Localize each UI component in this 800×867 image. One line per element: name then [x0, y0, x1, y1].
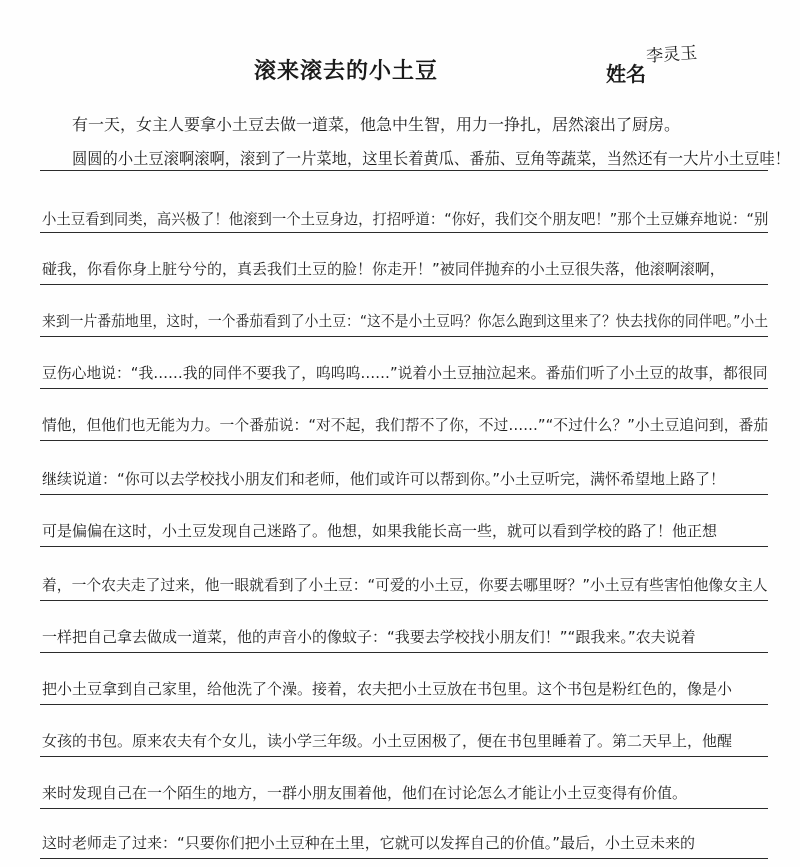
ruled-line [40, 704, 768, 705]
student-name-handwritten: 李灵玉 [645, 43, 698, 67]
ruled-line [40, 388, 768, 389]
essay-title: 滚来滚去的小土豆 [254, 58, 439, 84]
handwritten-line-1: 小土豆看到同类，高兴极了！他滚到一个土豆身边，打招呼道：“你好，我们交个朋友吧！”那个土豆嫌弃地说：“别 [42, 210, 769, 228]
handwritten-line-13: 这时老师走了过来：“只要你们把小土豆种在土里，它就可以发挥自己的价值。”最后，小土豆未来的 [42, 834, 696, 852]
ruled-line [40, 440, 768, 441]
ruled-line [40, 284, 768, 285]
handwritten-line-3: 来到一片番茄地里，这时，一个番茄看到了小土豆：“这不是小土豆吗？你怎么跑到这里来了？快去找你的同伴吧。”小土 [42, 312, 769, 330]
handwritten-line-9: 一样把自己拿去做成一道菜，他的声音小的像蚊子：“我要去学校找小朋友们！”“跟我来。”农夫说着 [42, 628, 696, 646]
handwritten-line-7: 可是偏偏在这时，小土豆发现自己迷路了。他想，如果我能长高一些，就可以看到学校的路了！他正想 [42, 522, 718, 540]
printed-line-1: 有一天，女主人要拿小土豆去做一道菜，他急中生智，用力一挣扎，居然滚出了厨房。 [72, 115, 681, 134]
ruled-line [40, 494, 768, 495]
handwritten-line-8: 着，一个农夫走了过来，他一眼就看到了小土豆：“可爱的小土豆，你要去哪里呀？”小土豆有些害怕他像女主人 [42, 576, 768, 594]
ruled-line [40, 858, 768, 859]
printed-line-2: 圆圆的小土豆滚啊滚啊，滚到了一片菜地，这里长着黄瓜、番茄、豆角等蔬菜，当然还有一大片小土豆哇！ [72, 149, 791, 168]
name-label: 姓名 [606, 62, 646, 86]
ruled-line [40, 808, 768, 809]
ruled-line [40, 170, 768, 171]
handwritten-line-6: 继续说道：“你可以去学校找小朋友们和老师，他们或许可以帮到你。”小土豆听完，满怀希望地上路了！ [42, 470, 726, 488]
handwritten-line-5: 情他，但他们也无能为力。一个番茄说：“对不起，我们帮不了你，不过……”“不过什么？”小土豆追问到，番茄 [42, 416, 769, 434]
ruled-line [40, 652, 768, 653]
ruled-line [40, 756, 768, 757]
handwritten-line-2: 碰我，你看你身上脏兮兮的，真丢我们土豆的脸！你走开！”被同伴抛弃的小土豆很失落，他滚啊滚啊， [42, 260, 725, 278]
ruled-line [40, 546, 768, 547]
ruled-line [40, 336, 768, 337]
handwritten-line-10: 把小土豆拿到自己家里，给他洗了个澡。接着，农夫把小土豆放在书包里。这个书包是粉红色的，像是小 [42, 680, 733, 698]
handwritten-line-4: 豆伤心地说：“我……我的同伴不要我了，呜呜呜……”说着小土豆抽泣起来。番茄们听了小土豆的故事，都很同 [42, 364, 768, 382]
handwritten-line-12: 来时发现自己在一个陌生的地方，一群小朋友围着他，他们在讨论怎么才能让小土豆变得有价值。 [42, 784, 688, 802]
ruled-line [40, 232, 768, 233]
handwritten-line-11: 女孩的书包。原来农夫有个女儿，读小学三年级。小土豆困极了，便在书包里睡着了。第二天早上，他醒 [42, 732, 733, 750]
ruled-line [40, 600, 768, 601]
